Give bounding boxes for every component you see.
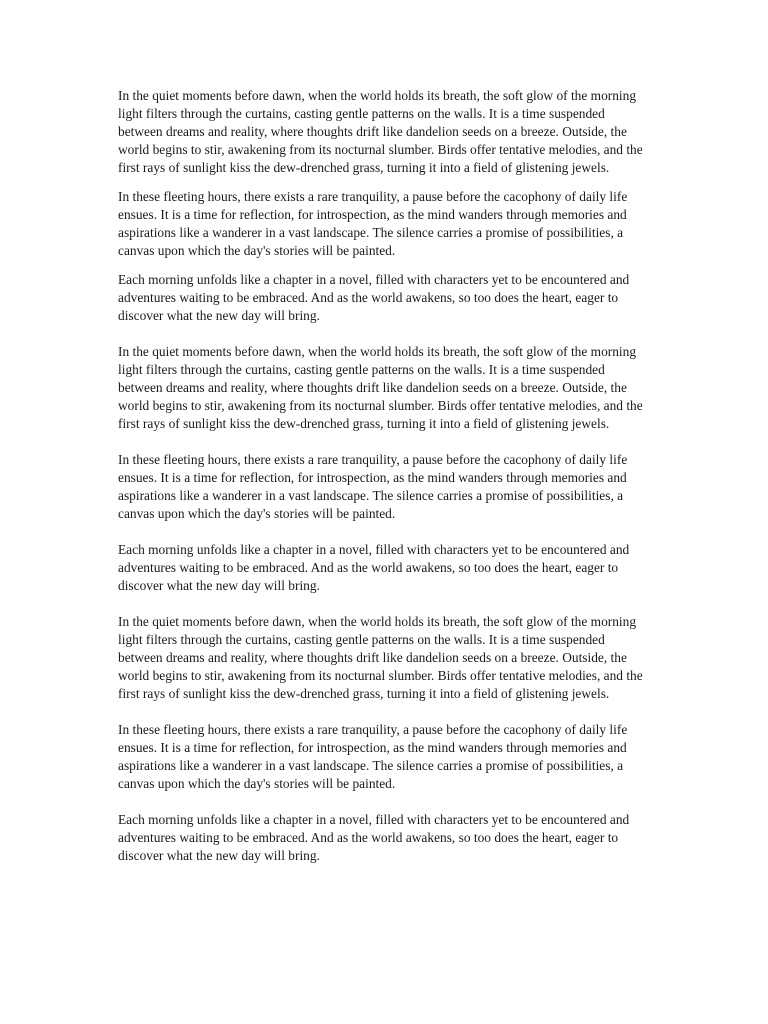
paragraph-spacer <box>118 260 648 271</box>
paragraph-spacer <box>118 523 648 541</box>
paragraph-1: In the quiet moments before dawn, when the world holds its breath, the soft glow of the morning light filters through the curtains, casting gentle patterns on the walls. It is a time suspended between dreams and reality, where thoughts drift like dandelion seeds on a breeze. Outside, the world begins to stir, awakening from its nocturnal slumber. Birds offer tentative melodies, and the first rays of sunlight kiss the dew-drenched grass, turning it into a field of glistening jewels. <box>118 88 643 175</box>
document-body <box>118 87 648 865</box>
paragraph-spacer <box>118 793 648 811</box>
paragraph-spacer <box>118 595 648 613</box>
paragraph-spacer <box>118 177 648 188</box>
paragraph-spacer <box>118 703 648 721</box>
paragraph-spacer <box>118 433 648 451</box>
paragraph-6: Each morning unfolds like a chapter in a novel, filled with characters yet to be encountered and adventures waiting to be embraced. And as the world awakens, so too does the heart, eager to discover what the new day will bring. <box>118 542 630 593</box>
paragraph-spacer <box>118 325 648 343</box>
paragraph-4: In the quiet moments before dawn, when the world holds its breath, the soft glow of the morning light filters through the curtains, casting gentle patterns on the walls. It is a time suspended between dreams and reality, where thoughts drift like dandelion seeds on a breeze. Outside, the world begins to stir, awakening from its nocturnal slumber. Birds offer tentative melodies, and the first rays of sunlight kiss the dew-drenched grass, turning it into a field of glistening jewels. <box>118 344 643 431</box>
paragraph-2: In these fleeting hours, there exists a rare tranquility, a pause before the cacophony of daily life ensues. It is a time for reflection, for introspection, as the mind wanders through memories and aspirations like a wanderer in a vast landscape. The silence carries a promise of possibilities, a canvas upon which the day's stories will be painted. <box>118 189 628 258</box>
paragraph-8: In these fleeting hours, there exists a rare tranquility, a pause before the cacophony of daily life ensues. It is a time for reflection, for introspection, as the mind wanders through memories and aspirations like a wanderer in a vast landscape. The silence carries a promise of possibilities, a canvas upon which the day's stories will be painted. <box>118 722 628 791</box>
paragraph-3: Each morning unfolds like a chapter in a novel, filled with characters yet to be encountered and adventures waiting to be embraced. And as the world awakens, so too does the heart, eager to discover what the new day will bring. <box>118 272 630 323</box>
paragraph-5: In these fleeting hours, there exists a rare tranquility, a pause before the cacophony of daily life ensues. It is a time for reflection, for introspection, as the mind wanders through memories and aspirations like a wanderer in a vast landscape. The silence carries a promise of possibilities, a canvas upon which the day's stories will be painted. <box>118 452 628 521</box>
paragraph-7: In the quiet moments before dawn, when the world holds its breath, the soft glow of the morning light filters through the curtains, casting gentle patterns on the walls. It is a time suspended between dreams and reality, where thoughts drift like dandelion seeds on a breeze. Outside, the world begins to stir, awakening from its nocturnal slumber. Birds offer tentative melodies, and the first rays of sunlight kiss the dew-drenched grass, turning it into a field of glistening jewels. <box>118 614 643 701</box>
paragraph-9: Each morning unfolds like a chapter in a novel, filled with characters yet to be encountered and adventures waiting to be embraced. And as the world awakens, so too does the heart, eager to discover what the new day will bring. <box>118 812 630 863</box>
